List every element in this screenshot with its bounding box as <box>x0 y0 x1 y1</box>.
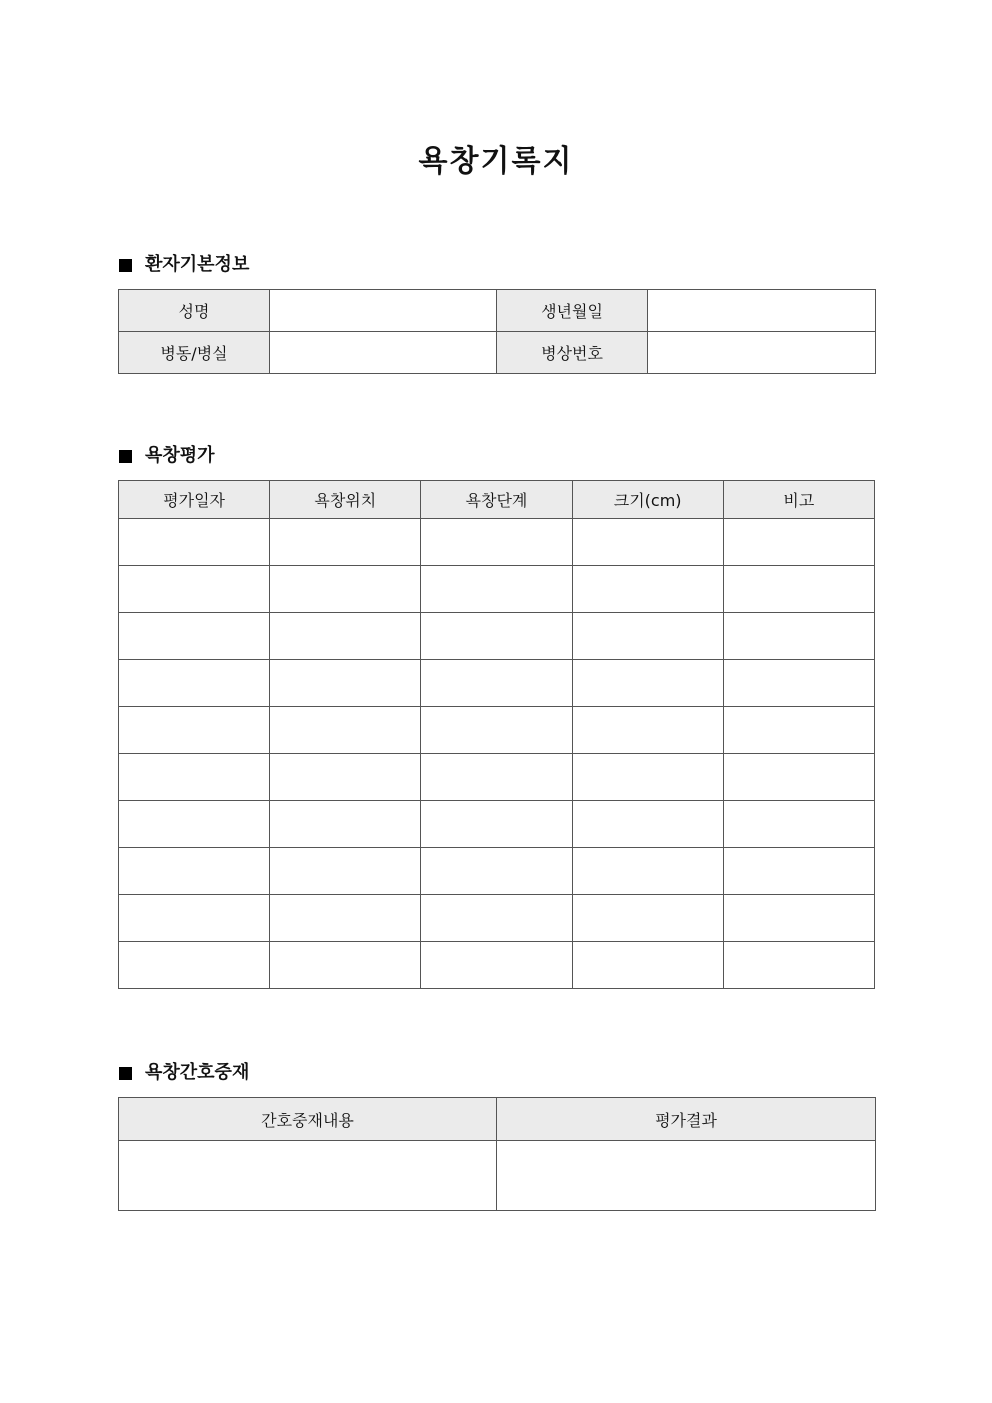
table-row <box>119 332 876 374</box>
table-cell[interactable] <box>572 660 723 707</box>
table-cell[interactable] <box>572 566 723 613</box>
section-heading-assessment <box>119 444 215 468</box>
table-cell[interactable] <box>421 754 572 801</box>
table-row <box>119 848 875 895</box>
table-cell[interactable] <box>421 566 572 613</box>
table-cell[interactable] <box>723 848 874 895</box>
table-cell[interactable] <box>723 754 874 801</box>
column-header-evaluation-result: 평가결과 <box>497 1098 876 1141</box>
birth-date-label: 생년월일 <box>497 290 648 332</box>
table-cell[interactable] <box>421 660 572 707</box>
name-field[interactable] <box>270 290 497 332</box>
table-cell[interactable] <box>572 895 723 942</box>
table-cell[interactable] <box>572 848 723 895</box>
intervention-content-field[interactable] <box>119 1141 497 1211</box>
table-cell[interactable] <box>270 895 421 942</box>
table-row <box>119 566 875 613</box>
table-cell[interactable] <box>119 707 270 754</box>
section-heading-intervention <box>119 1061 249 1085</box>
table-row <box>119 519 875 566</box>
table-cell[interactable] <box>270 942 421 989</box>
evaluation-result-field[interactable] <box>497 1141 876 1211</box>
section-heading-label: 욕창간호중재 <box>145 1062 250 1083</box>
table-cell[interactable] <box>723 707 874 754</box>
name-label: 성명 <box>119 290 270 332</box>
table-cell[interactable] <box>270 754 421 801</box>
table-row <box>119 942 875 989</box>
table-cell[interactable] <box>723 613 874 660</box>
table-cell[interactable] <box>572 754 723 801</box>
column-header-stage: 욕창단계 <box>421 481 572 519</box>
column-header-location: 욕창위치 <box>270 481 421 519</box>
table-row <box>119 660 875 707</box>
table-row <box>119 801 875 848</box>
table-cell[interactable] <box>421 895 572 942</box>
table-cell[interactable] <box>119 754 270 801</box>
table-cell[interactable] <box>572 707 723 754</box>
table-cell[interactable] <box>270 519 421 566</box>
table-cell[interactable] <box>572 519 723 566</box>
table-cell[interactable] <box>421 801 572 848</box>
table-cell[interactable] <box>572 801 723 848</box>
section-heading-label: 환자기본정보 <box>145 254 250 275</box>
square-bullet-icon <box>119 259 132 272</box>
section-heading-label: 욕창평가 <box>145 445 215 466</box>
column-header-remarks: 비고 <box>723 481 874 519</box>
table-cell[interactable] <box>723 801 874 848</box>
table-cell[interactable] <box>119 613 270 660</box>
table-cell[interactable] <box>421 519 572 566</box>
table-cell[interactable] <box>119 519 270 566</box>
table-cell[interactable] <box>270 801 421 848</box>
table-cell[interactable] <box>119 895 270 942</box>
table-cell[interactable] <box>572 942 723 989</box>
table-cell[interactable] <box>119 566 270 613</box>
table-cell[interactable] <box>421 848 572 895</box>
table-header-row <box>119 1098 876 1141</box>
table-cell[interactable] <box>270 660 421 707</box>
table-cell[interactable] <box>572 613 723 660</box>
intervention-table <box>118 1097 876 1211</box>
table-header-row <box>119 481 875 519</box>
column-header-eval-date: 평가일자 <box>119 481 270 519</box>
table-cell[interactable] <box>723 660 874 707</box>
square-bullet-icon <box>119 450 132 463</box>
table-cell[interactable] <box>270 566 421 613</box>
table-cell[interactable] <box>270 707 421 754</box>
birth-date-field[interactable] <box>648 290 876 332</box>
table-row <box>119 290 876 332</box>
table-row <box>119 613 875 660</box>
table-cell[interactable] <box>421 613 572 660</box>
bed-number-field[interactable] <box>648 332 876 374</box>
table-row <box>119 754 875 801</box>
table-cell[interactable] <box>723 895 874 942</box>
assessment-table <box>118 480 875 989</box>
table-row <box>119 1141 876 1211</box>
table-cell[interactable] <box>270 848 421 895</box>
table-cell[interactable] <box>119 848 270 895</box>
column-header-intervention-content: 간호중재내용 <box>119 1098 497 1141</box>
ward-room-label: 병동/병실 <box>119 332 270 374</box>
table-cell[interactable] <box>421 707 572 754</box>
square-bullet-icon <box>119 1067 132 1080</box>
ward-room-field[interactable] <box>270 332 497 374</box>
table-cell[interactable] <box>270 613 421 660</box>
table-cell[interactable] <box>723 519 874 566</box>
table-cell[interactable] <box>119 801 270 848</box>
table-cell[interactable] <box>421 942 572 989</box>
bed-number-label: 병상번호 <box>497 332 648 374</box>
table-row <box>119 707 875 754</box>
table-row <box>119 895 875 942</box>
section-heading-patient-info <box>119 253 249 277</box>
table-cell[interactable] <box>119 660 270 707</box>
table-cell[interactable] <box>119 942 270 989</box>
column-header-size: 크기(cm) <box>572 481 723 519</box>
patient-info-table <box>118 289 876 374</box>
table-cell[interactable] <box>723 942 874 989</box>
document-title: 욕창기록지 <box>418 144 574 179</box>
table-cell[interactable] <box>723 566 874 613</box>
